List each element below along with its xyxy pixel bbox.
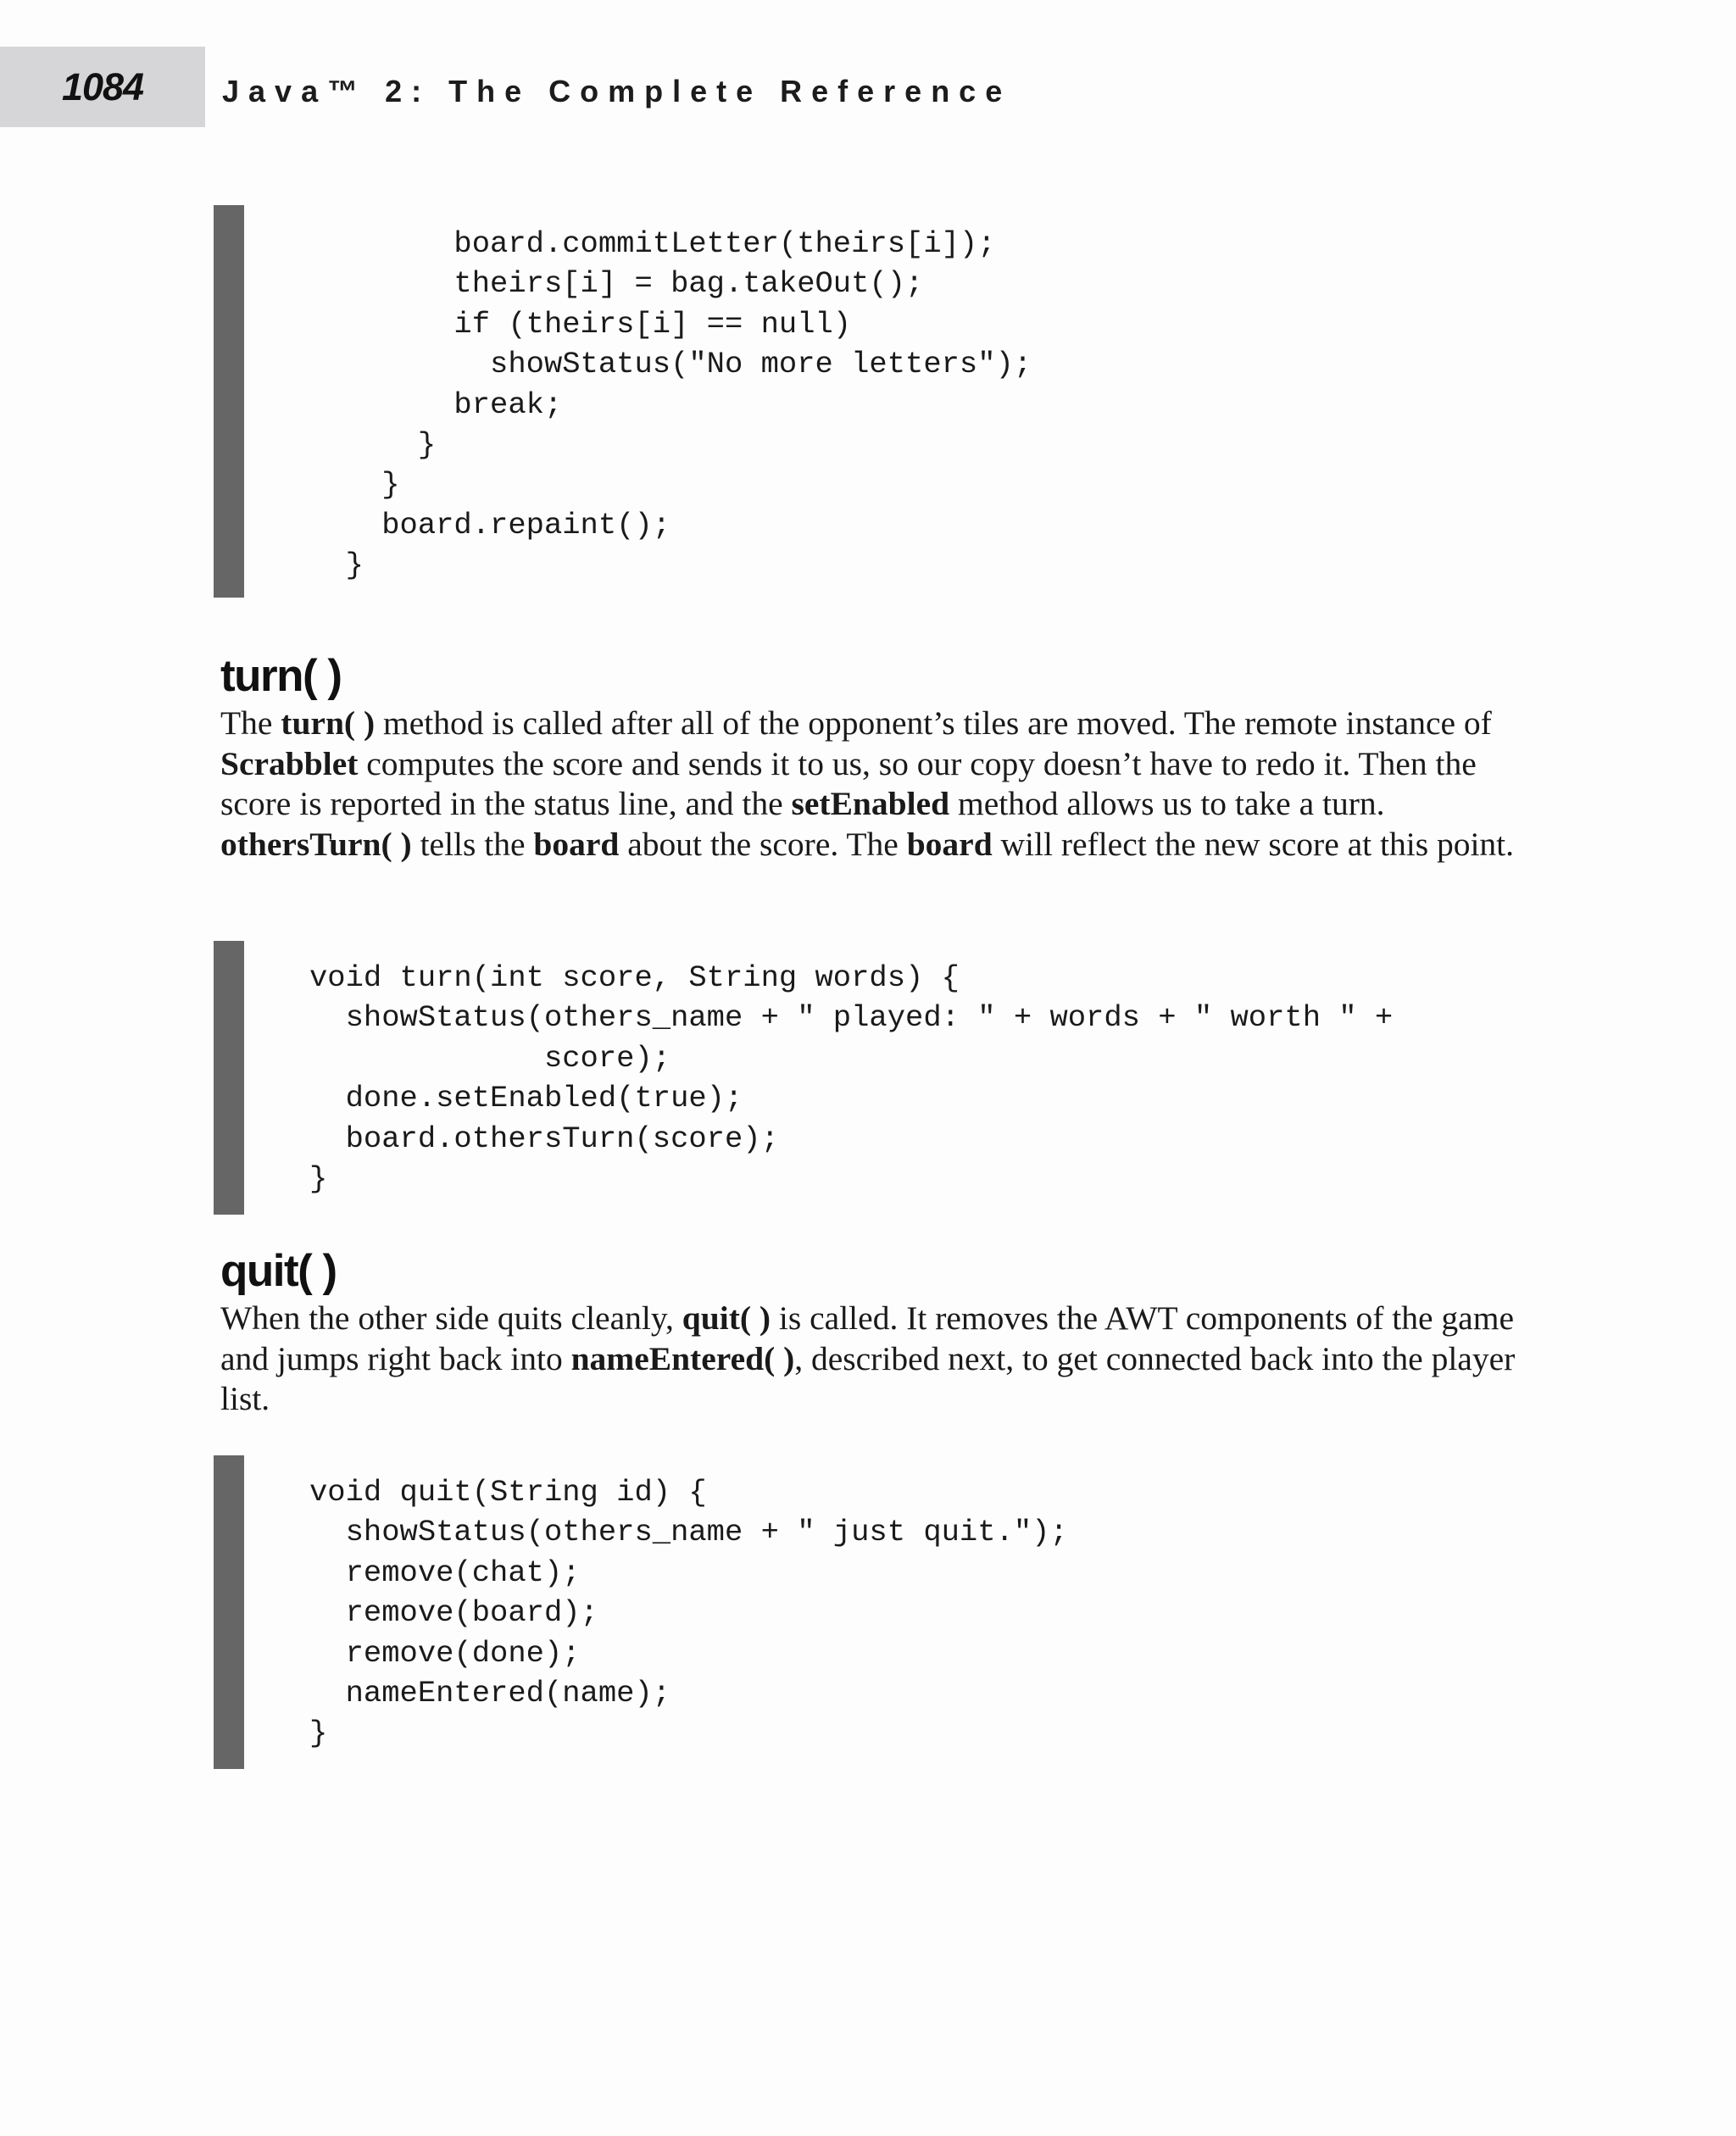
bold-term: quit( ): [682, 1299, 771, 1337]
running-head: Java™ 2: The Complete Reference: [222, 74, 1012, 108]
section-heading: turn( ): [220, 651, 342, 701]
text-run: is called. It removes the AWT components of the game and jumps right back into: [220, 1299, 1514, 1377]
page-header: [0, 47, 1736, 127]
bold-term: setEnabled: [791, 785, 950, 822]
bold-term: Scrabblet: [220, 744, 359, 782]
bold-term: turn( ): [281, 704, 376, 742]
text-run: The: [220, 704, 281, 742]
bold-term: othersTurn( ): [220, 825, 412, 863]
text-run: computes the score and sends it to us, so our copy doesn’t have to redo it. Then the score is reported in the status line, and the: [220, 744, 1477, 822]
text-run: will reflect the new score at this point.: [992, 825, 1515, 863]
text-run: method allows us to take a turn.: [949, 785, 1385, 822]
bold-term: board: [906, 825, 993, 863]
text-run: When the other side quits cleanly,: [220, 1299, 682, 1337]
section-heading: quit( ): [220, 1246, 337, 1296]
code-listing: void quit(String id) { showStatus(others_name + " just quit."); remove(chat); remove(board); remove(done); nameEntered(name); }: [309, 1475, 1068, 1751]
bold-term: nameEntered( ): [570, 1339, 795, 1377]
bold-term: board: [533, 825, 620, 863]
text-run: method is called after all of the opponent’s tiles are moved. The remote instance of: [375, 704, 1492, 742]
code-bar: [214, 1455, 244, 1769]
code-bar: [214, 205, 244, 598]
text-run: tells the: [411, 825, 534, 863]
text-run: about the score. The: [619, 825, 907, 863]
body-paragraph: [220, 704, 1543, 865]
code-listing: board.commitLetter(theirs[i]); theirs[i] = bag.takeOut(); if (theirs[i] == null) showStatus("No more letters"); break; } } board.repaint(); }: [345, 226, 1032, 583]
page-number-box: [0, 47, 205, 127]
code-listing: void turn(int score, String words) { showStatus(others_name + " played: " + words + " worth " + score); done.setEnabled(true); board.othersTurn(score); }: [309, 960, 1394, 1197]
body-paragraph: [220, 1299, 1543, 1420]
code-bar: [214, 941, 244, 1215]
page-number: 1084: [61, 65, 144, 108]
text-run: , described next, to get connected back into the player list.: [220, 1339, 1516, 1417]
